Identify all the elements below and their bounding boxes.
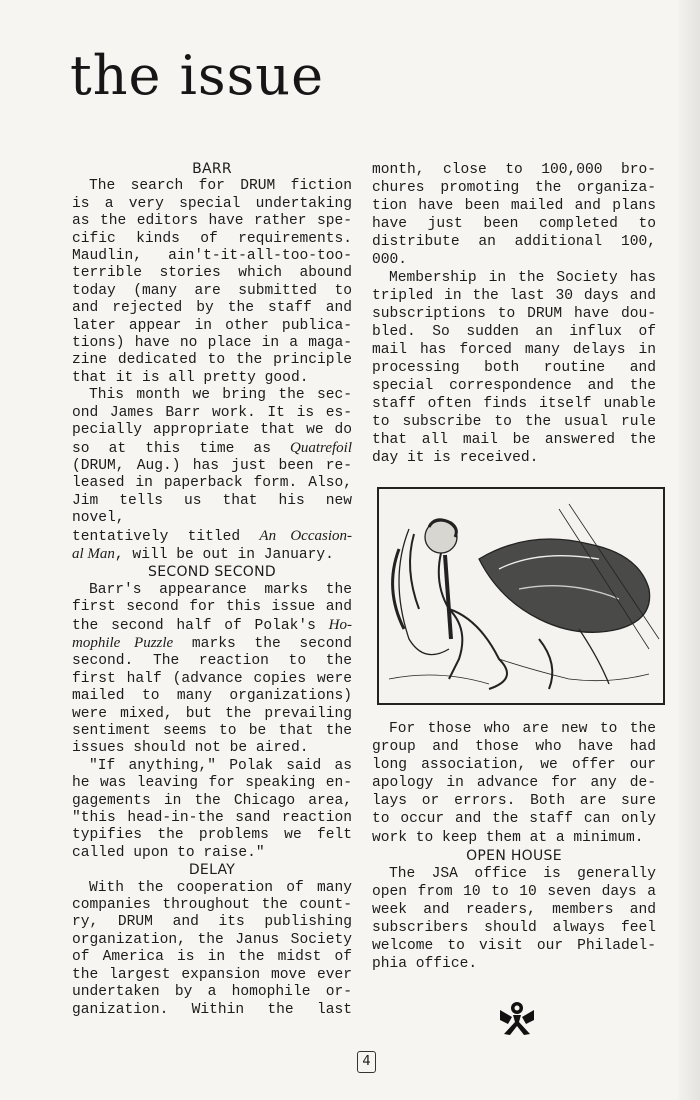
text-line: week and readers, members and (372, 901, 656, 918)
cherub-illustration (377, 487, 665, 705)
text-line: chures promoting the organiza- (372, 180, 656, 196)
text-line: open from 10 to 10 seven days a (372, 883, 656, 900)
page-edge-shadow (678, 0, 700, 1100)
text-line: mail has forced many delays in (372, 342, 656, 358)
text-line: Membership in the Society has (389, 270, 656, 286)
text-line: first second for this issue and (72, 599, 352, 616)
italic-title: Ho- (328, 616, 352, 633)
paragraph (372, 720, 656, 847)
text-line: zine dedicated to the principle (72, 352, 352, 369)
text-line (72, 528, 352, 546)
text-line: gagements in the Chicago area, (72, 792, 352, 809)
text-line: tions) have no place in a maga- (72, 335, 352, 352)
text-line: terrible stories which abound (72, 265, 352, 282)
text-line: This month we bring the sec- (89, 387, 352, 404)
text-line: that all mail be answered the (372, 432, 656, 448)
text-line: companies throughout the count- (72, 897, 352, 914)
text-line: second. The reaction to the (72, 653, 352, 670)
text-line: today (many are submitted to (72, 282, 352, 299)
text-line: processing both routine and (372, 360, 656, 376)
text-line: called upon to raise." (72, 844, 265, 861)
italic-title: mophile Puzzle (72, 634, 174, 651)
section-heading: BARR (192, 161, 232, 177)
paragraph (72, 880, 352, 1019)
text-line: 000. (372, 252, 408, 268)
text-line: With the cooperation of many (89, 879, 352, 896)
text-line (72, 440, 352, 458)
italic-title: al Man (72, 545, 115, 562)
paragraph (372, 269, 656, 467)
text-line (72, 635, 352, 653)
text-run: , will be out in January. (114, 546, 334, 563)
text-line: The search for DRUM fiction (89, 178, 352, 195)
text-line: ond James Barr work. It is es- (72, 404, 352, 421)
text-line: bled. So sudden an influx of (372, 324, 656, 340)
text-line: "If anything," Polak said as (89, 757, 352, 774)
text-line: leased in paperback form. Also, (72, 475, 352, 492)
text-run: tentatively titled (72, 528, 260, 545)
text-line: day it is received. (372, 450, 539, 466)
text-line: to subscribe to the usual rule (372, 414, 656, 430)
text-line: group and those who have had (372, 739, 656, 756)
column-right-top (372, 161, 656, 467)
text-line: sentiment seems to be that the (72, 723, 352, 739)
paragraph (372, 161, 656, 269)
page-title: the issue (70, 44, 325, 107)
paragraph (72, 178, 352, 387)
text-line: staff often finds itself unable (372, 396, 656, 412)
text-line: issues should not be aired. (72, 740, 309, 757)
paragraph (72, 582, 352, 758)
text-line: pecially appropriate that we do (72, 422, 352, 439)
text-line: of America is in the midst of (72, 949, 352, 966)
column-left (72, 161, 352, 1019)
text-line: later appear in other publica- (72, 317, 352, 334)
text-line: (DRUM, Aug.) has just been re- (72, 457, 352, 474)
text-line: subscriptions to DRUM have dou- (372, 306, 656, 322)
text-line: The JSA office is generally (389, 865, 656, 882)
text-line: distribute an additional 100, (372, 234, 656, 250)
text-run: so at this time as (72, 440, 291, 457)
text-run: the second half of Polak's (72, 617, 329, 634)
text-line: and rejected by the staff and (72, 300, 352, 317)
text-line: phia office. (372, 956, 478, 973)
paragraph (72, 387, 352, 564)
column-right-bottom (372, 720, 656, 973)
text-line: cific kinds of requirements. (72, 230, 352, 247)
text-line: undertaken by a homophile or- (72, 984, 352, 1001)
section-heading: DELAY (188, 862, 236, 879)
text-run: marks the second (173, 635, 352, 652)
text-line: the largest expansion move ever (72, 966, 352, 983)
janus-society-emblem-icon (498, 1000, 536, 1041)
text-line (72, 617, 352, 635)
text-line: that it is all pretty good. (72, 369, 309, 386)
paragraph (72, 758, 352, 862)
text-line: to occur and the staff can only (372, 811, 656, 828)
page-number: 4 (357, 1051, 376, 1073)
text-line: apology in advance for any de- (372, 775, 656, 792)
text-line: "this head-in-the sand reaction (72, 810, 352, 827)
section-heading: OPEN HOUSE (466, 847, 562, 864)
text-line: ry, DRUM and its publishing (72, 914, 352, 931)
text-line: as the editors have rather spe- (72, 213, 352, 230)
text-line (72, 546, 352, 564)
text-line: For those who are new to the (389, 721, 656, 737)
text-line: mailed to many organizations) (72, 688, 352, 705)
text-line: were mixed, but the prevailing (72, 705, 352, 722)
text-line: organization, the Janus Society (72, 931, 352, 948)
text-line: long association, we offer our (372, 757, 656, 774)
italic-title: Quatrefoil (290, 439, 352, 456)
text-line: Jim tells us that his new novel, (72, 492, 352, 527)
text-line: subscribers should always feel (372, 920, 656, 937)
text-line: first half (advance copies were (72, 670, 352, 687)
text-line: lays or errors. Both are sure (372, 793, 656, 810)
text-line: have just been completed to (372, 216, 656, 232)
text-line: tion have been mailed and plans (372, 198, 656, 214)
paragraph (372, 865, 656, 974)
text-line: Maudlin, ain't-it-all-too-too- (72, 248, 352, 265)
text-line: typifies the problems we felt (72, 827, 352, 844)
text-line: tripled in the last 30 days and (372, 288, 656, 304)
text-line: welcome to visit our Philadel- (372, 938, 656, 955)
text-line: month, close to 100,000 bro- (372, 162, 656, 178)
text-line: special correspondence and the (372, 378, 656, 394)
text-line: he was leaving for speaking en- (72, 775, 352, 792)
text-line: ganization. Within the last (72, 1001, 352, 1018)
text-line: is a very special undertaking (72, 195, 352, 212)
section-heading: SECOND SECOND (148, 564, 276, 581)
italic-title: An Occasion- (259, 527, 352, 544)
text-line: Barr's appearance marks the (89, 581, 352, 598)
text-line: work to keep them at a minimum. (372, 829, 644, 846)
